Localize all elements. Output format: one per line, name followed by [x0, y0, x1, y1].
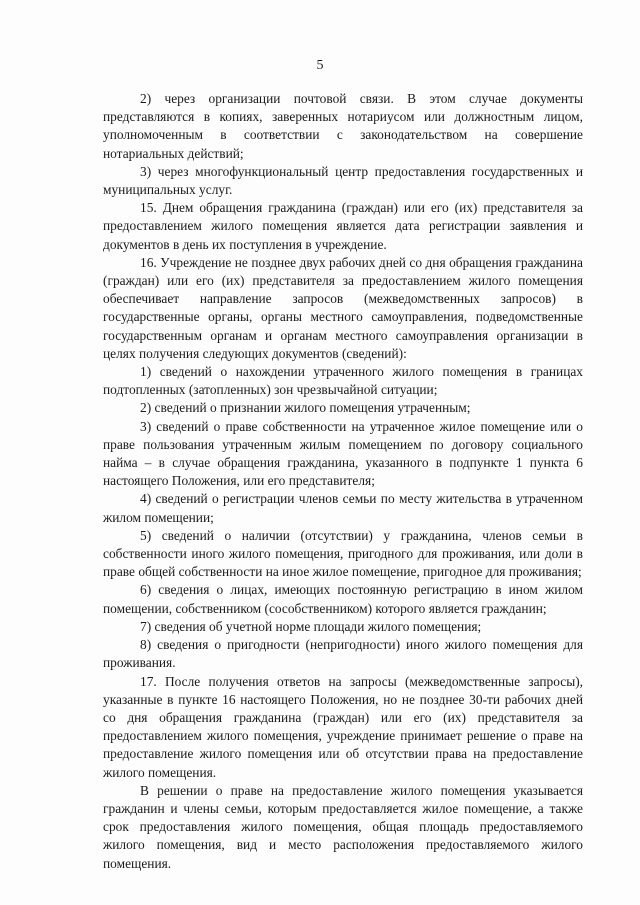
paragraph-mfc-submission: 3) через многофункциональный центр предоставления государственных и муниципальных услуг. [103, 163, 583, 198]
list-item-8: 8) сведения о пригодности (непригодности) иного жилого помещения для проживания. [103, 637, 583, 671]
paragraph-17-decision: 17. После получения ответов на запросы (межведомственные запросы), указанные в пункте 16 настоящего Положения, но не позднее 30-ти рабочих дней со дня обращения гражданина (граждан) или его (их) представителя за предоставлением жилого помещения, учреждение принимает решение о праве на предоставление жилого помещения или об отсутствии права на предоставление жилого помещения. [103, 673, 583, 780]
list-item-1: 1) сведений о нахождении утраченного жилого помещения в границах подтопленных (затопленных) зон чрезвычайной ситуации; [103, 364, 583, 398]
list-item-6: 6) сведения о лицах, имеющих постоянную регистрацию в ином жилом помещении, собственником (сособственником) которого является гражданин; [103, 582, 583, 616]
list-item-3: 3) сведений о праве собственности на утраченное жилое помещение или о праве пользования утраченным жилым помещением по договору социального найма – в случае обращения гражданина, указанного в подпункте 1 пункта 6 настоящего Положения, или его представителя; [103, 418, 583, 489]
paragraph-16-requests: 16. Учреждение не позднее двух рабочих дней со дня обращения гражданина (граждан) или его (их) представителя за предоставлением жилого помещения обеспечивает направление запросов (межведомственных запросов) в государственные органы, органы местного самоуправления, подведомственные государственным органам и органам местного самоуправления организации в целях получения следующих документов (сведений): [103, 254, 583, 361]
paragraph-decision-contents: В решении о праве на предоставление жилого помещения указывается гражданин и члены семьи, которым предоставляется жилое помещение, а также срок предоставления жилого помещения, общая площадь предоставляемого жилого помещения, вид и место расположения предоставляемого жилого помещения. [103, 782, 583, 871]
list-item-5: 5) сведений о наличии (отсутствии) у гражданина, членов семьи в собственности иного жилого помещения, пригодного для проживания, или доли в праве общей собственности на иное жилое помещение, пригодное для проживания; [103, 527, 583, 580]
page-number: 5 [316, 58, 324, 73]
paragraph-mail-submission: 2) через организации почтовой связи. В этом случае документы представляются в копиях, заверенных нотариусом или должностным лицом, уполномоченным в соответствии с законодательством на совершение нотариальных действий; [103, 91, 583, 161]
list-item-7: 7) сведения об учетной норме площади жилого помещения; [140, 618, 482, 634]
list-item-4: 4) сведений о регистрации членов семьи по месту жительства в утраченном жилом помещении; [103, 491, 583, 525]
list-item-2: 2) сведений о признании жилого помещения утраченным; [140, 400, 471, 416]
document-body [103, 90, 583, 873]
paragraph-15-application-date: 15. Днем обращения гражданина (граждан) или его (их) представителя за предоставлением жилого помещения является дата регистрации заявления и документов в день их поступления в учреждение. [103, 200, 583, 252]
